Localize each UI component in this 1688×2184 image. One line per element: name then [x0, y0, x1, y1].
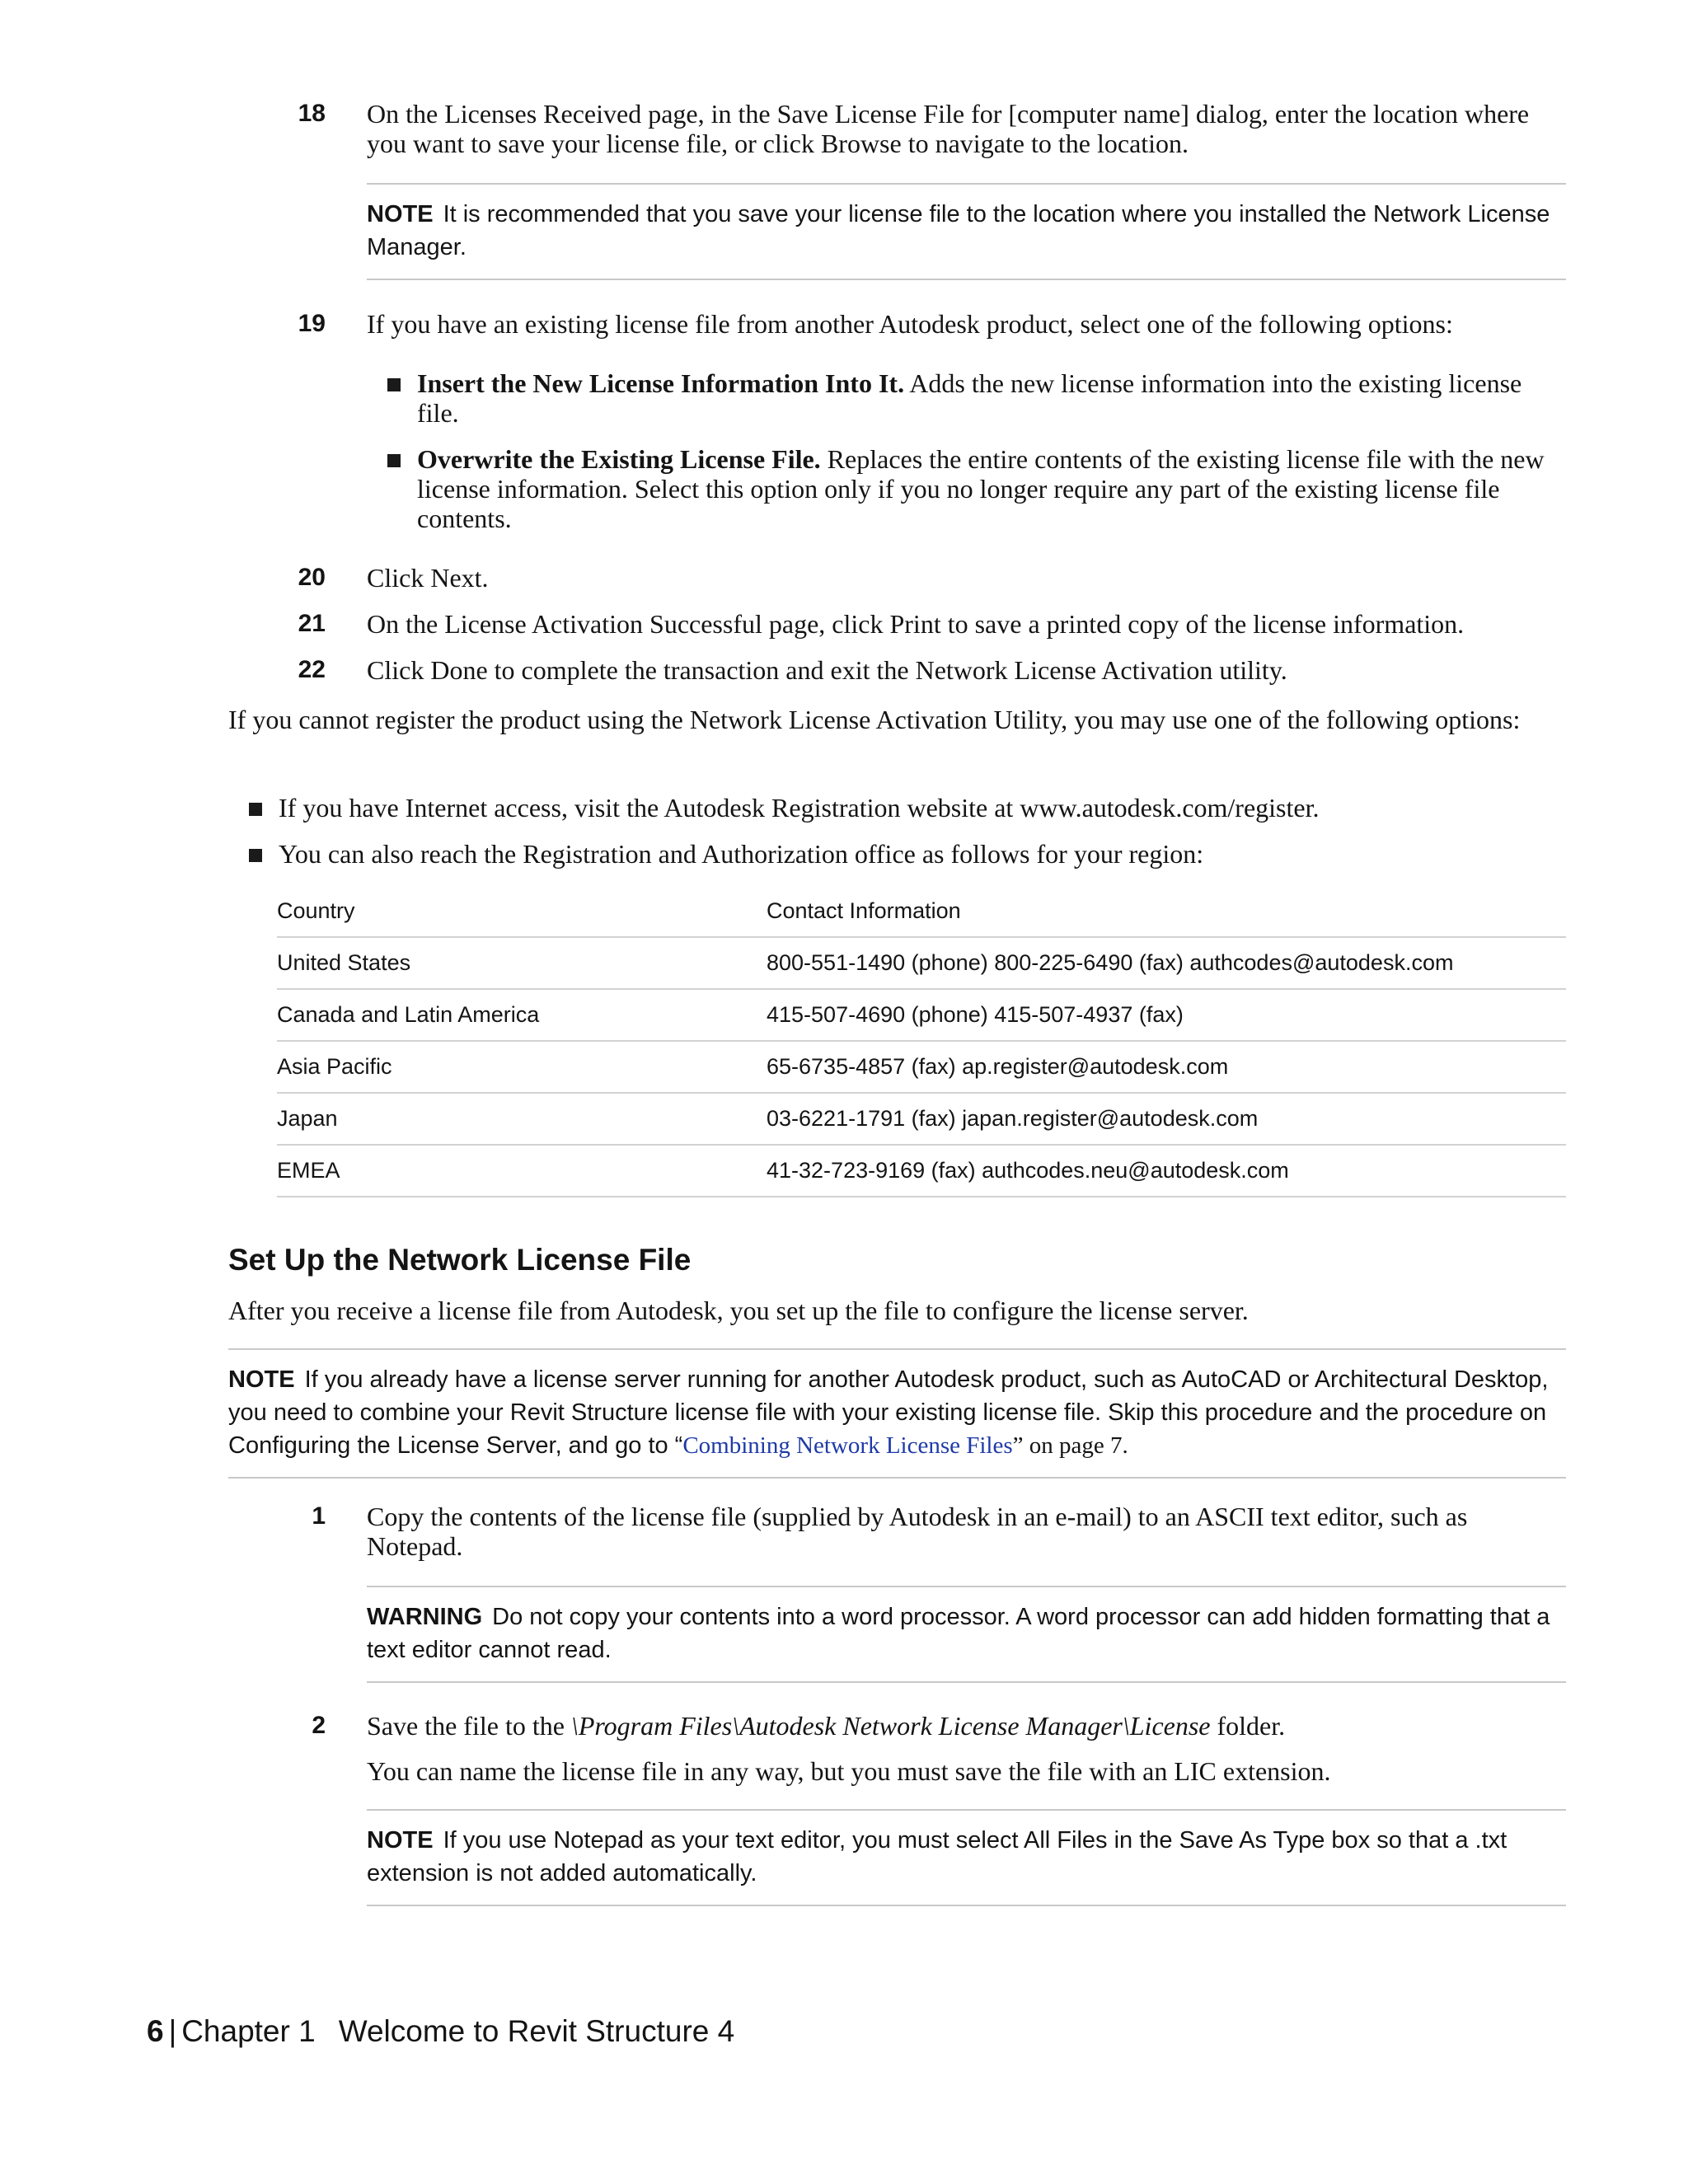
folder-path: \Program Files\Autodesk Network License Manager\License — [570, 1711, 1211, 1741]
step-number: 19 — [298, 310, 326, 337]
country-cell: United States — [277, 937, 767, 989]
country-cell: Japan — [277, 1093, 767, 1145]
bullet-square-icon — [387, 378, 401, 391]
option-title: Insert the New License Information Into It. — [417, 368, 905, 398]
warning-word-processor — [367, 1586, 1566, 1683]
step-number: 20 — [298, 564, 326, 591]
step-number: 22 — [298, 656, 326, 683]
step-text: On the License Activation Successful page, click Print to save a printed copy of the license information. — [367, 609, 1465, 639]
note-text: It is recommended that you save your license file to the location where you installed the Network License Manager. — [367, 201, 1550, 260]
country-cell: Asia Pacific — [277, 1041, 767, 1093]
note-text-end: ” on page 7. — [1012, 1432, 1128, 1459]
chapter-title: Welcome to Revit Structure 4 — [338, 2014, 735, 2048]
bullet-square-icon — [249, 849, 262, 862]
section-intro: After you receive a license file from Autodesk, you set up the file to configure the license server. — [228, 1296, 1249, 1325]
step-text: On the Licenses Received page, in the Save License File for [computer name] dialog, enter the location where you want to save your license file, or click Browse to navigate to the location. — [367, 99, 1530, 158]
step-2-paragraph: You can name the license file in any way, but you must save the file with an LIC extension. — [367, 1756, 1331, 1786]
option-text: Replaces the entire contents of the existing license file with the new license information. Select this option only if you no longer require any part of the existing license file contents. — [417, 444, 1545, 533]
page-number: 6 — [147, 2014, 164, 2048]
bullet-square-icon — [387, 454, 401, 467]
bullet-text: You can also reach the Registration and Authorization office as follows for your region: — [279, 839, 1204, 869]
step-text: Click Next. — [367, 563, 489, 593]
step-number: 1 — [312, 1502, 326, 1530]
note-save-location — [367, 183, 1566, 280]
note-label: NOTE — [367, 1827, 434, 1854]
table-header-row — [277, 886, 1566, 937]
section-title: Set Up the Network License File — [228, 1243, 692, 1277]
step-text: Save the file to the — [367, 1711, 571, 1741]
step-text-end: folder. — [1210, 1711, 1286, 1741]
country-cell: Canada and Latin America — [277, 989, 767, 1041]
combining-license-files-link[interactable]: Combining Network License Files — [682, 1432, 1013, 1459]
page-footer — [147, 2013, 734, 2050]
step-number: 18 — [298, 100, 326, 127]
contact-cell: 65-6735-4857 (fax) ap.register@autodesk.com — [767, 1041, 1566, 1093]
option-title: Overwrite the Existing License File. — [417, 444, 821, 474]
note-label: NOTE — [228, 1366, 295, 1393]
chapter-label: Chapter 1 — [181, 2014, 316, 2048]
step-number: 21 — [298, 610, 326, 637]
header-contact: Contact Information — [767, 886, 1566, 937]
contact-cell: 03-6221-1791 (fax) japan.register@autodesk.com — [767, 1093, 1566, 1145]
note-text: If you use Notepad as your text editor, you must select All Files in the Save As Type box so that a .txt extension is not added automatically. — [367, 1827, 1507, 1886]
bullet-square-icon — [249, 803, 262, 816]
table-row — [277, 937, 1566, 989]
table-row — [277, 989, 1566, 1041]
step-text: Click Done to complete the transaction and exit the Network License Activation utility. — [367, 655, 1287, 685]
option-text: Adds the new license information into the existing license file. — [417, 368, 1522, 428]
step-text: Copy the contents of the license file (supplied by Autodesk in an e-mail) to an ASCII text editor, such as Notepad. — [367, 1502, 1468, 1561]
table-row — [277, 1041, 1566, 1093]
note-notepad — [367, 1809, 1566, 1906]
bullet-text: If you have Internet access, visit the Autodesk Registration website at www.autodesk.com/register. — [279, 793, 1320, 823]
contact-cell: 41-32-723-9169 (fax) authcodes.neu@autodesk.com — [767, 1145, 1566, 1197]
warning-text: Do not copy your contents into a word processor. A word processor can add hidden formatting that a text editor cannot read. — [367, 1604, 1550, 1663]
footer-separator: | — [168, 2014, 177, 2048]
country-cell: EMEA — [277, 1145, 767, 1197]
warning-label: WARNING — [367, 1604, 483, 1630]
note-label: NOTE — [367, 201, 434, 227]
note-existing-server — [228, 1348, 1566, 1479]
contact-cell: 415-507-4690 (phone) 415-507-4937 (fax) — [767, 989, 1566, 1041]
note-text: If you already have a license server running for another Autodesk product, such as AutoCAD or Architectural Desktop, you need to combine your Revit Structure license file with your existing license file. Skip this procedure and the procedure on Configuring the License Server, and go to “ — [228, 1366, 1549, 1459]
contacts-table — [277, 886, 1566, 1197]
step-number: 2 — [312, 1712, 326, 1739]
header-country: Country — [277, 886, 767, 937]
contact-cell: 800-551-1490 (phone) 800-225-6490 (fax) authcodes@autodesk.com — [767, 937, 1566, 989]
step-text: If you have an existing license file from another Autodesk product, select one of the following options: — [367, 309, 1453, 339]
fallback-paragraph: If you cannot register the product using the Network License Activation Utility, you may use one of the following options: — [228, 705, 1521, 734]
table-row — [277, 1145, 1566, 1197]
table-row — [277, 1093, 1566, 1145]
